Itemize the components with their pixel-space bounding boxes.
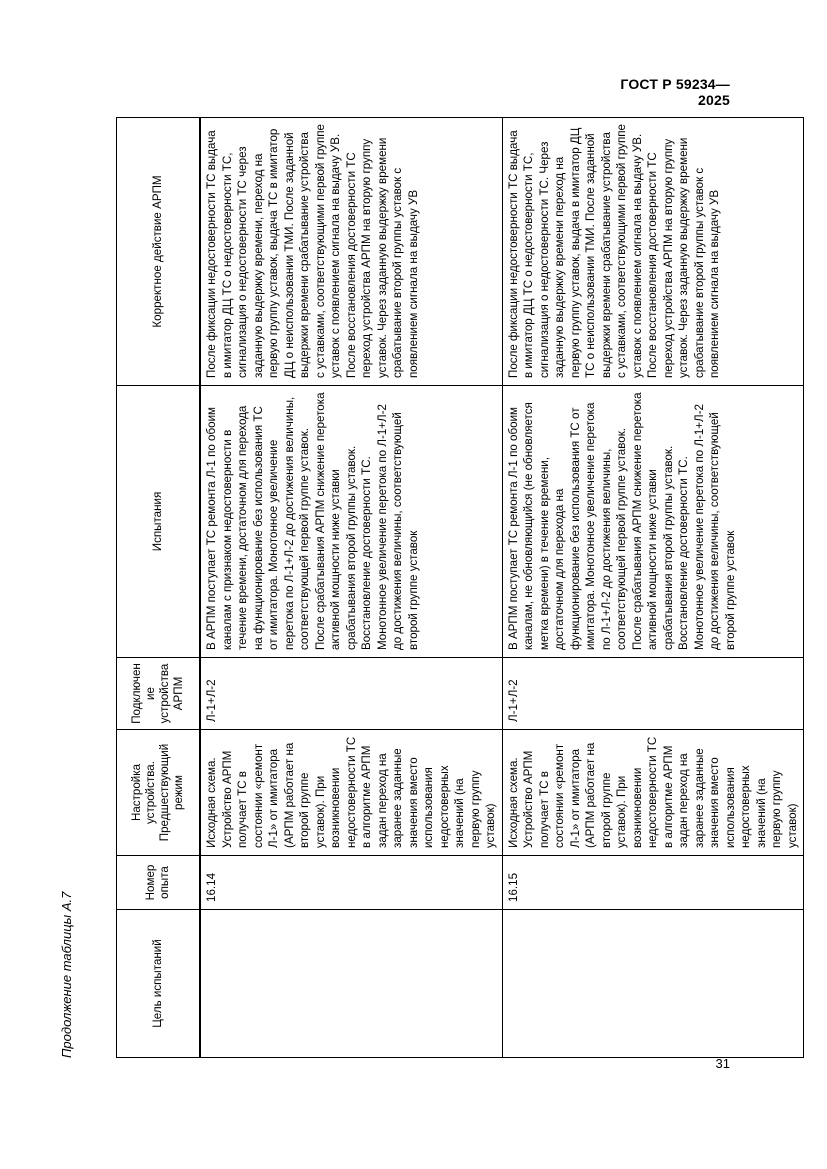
table-header-row bbox=[117, 118, 201, 1058]
cell-goal bbox=[200, 910, 502, 1058]
column-header-connection: Подключение устройства АРПМ bbox=[117, 658, 201, 730]
table-caption: Продолжение таблицы А.7 bbox=[59, 891, 74, 1058]
cell-setup: Исходная схема. Устройство АРПМ получает ТС в состоянии «ремонт Л-1» от имитатора (АРПМ работает на второй группе уставок). При возникновении недостоверности ТС в алгоритме АРПМ задан переход на заранее заданные значения вместо использования недостоверных значений (на первую группу уставок) bbox=[200, 730, 502, 856]
column-header-test: Испытания bbox=[117, 386, 201, 658]
test-table bbox=[116, 117, 804, 1058]
table-row bbox=[200, 118, 502, 1058]
cell-setup: Исходная схема. Устройство АРПМ получает ТС в состоянии «ремонт Л-1» от имитатора (АРПМ работает на второй группе уставок). При возникновении недостоверности ТС в алгоритме АРПМ задан переход на заранее заданные значения вместо использования недостоверных значений (на первую группу уставок) bbox=[502, 730, 804, 856]
rotated-table-block bbox=[59, 118, 799, 1058]
cell-test: В АРПМ поступает ТС ремонта Л-1 по обоим каналам с признаком недостоверности в течение времени, достаточном для перехода на функционирование без использования ТС от имитатора. Монотонное увеличение перетока по Л-1+Л-2 до достижения величины, соответствующей первой группе уставок. После срабатывания АРПМ снижение перетока активной мощности ниже уставки срабатывания второй группы уставок. Восстановление достоверности ТС. Монотонное увеличение перетока по Л-1+Л-2 до достижения величины, соответствующей второй группе уставок bbox=[200, 386, 502, 658]
cell-test: В АРПМ поступает ТС ремонта Л-1 по обоим каналам, не обновляющийся (не обновляется метка времени) в течение времени, достаточном для перехода на функционирование без использования ТС от имитатора. Монотонное увеличение перетока по Л-1+Л-2 до достижения величины, соответствующей первой группе уставок. После срабатывания АРПМ снижение перетока активной мощности ниже уставки срабатывания второй группы уставок. Восстановление достоверности ТС. Монотонное увеличение перетока по Л-1+Л-2 до достижения величины, соответствующей второй группе уставок bbox=[502, 386, 804, 658]
column-header-goal: Цель испытаний bbox=[117, 910, 201, 1058]
cell-connection: Л-1+Л-2 bbox=[502, 658, 804, 730]
cell-correct-action: После фиксации недостоверности ТС выдача в имитатор ДЦ ТС о недостоверности ТС, сигнализация о недостоверности ТС. Через заданную выдержку времени переход на первую группу уставок, выдача в имитатор ДЦ ТС о неиспользовании ТМИ. После заданной выдержки времени срабатывание устройства с уставками, соответствующими первой группе уставок с появлением сигнала на выдачу УВ. После восстановления достоверности ТС переход устройства АРПМ на вторую группу уставок. Через заданную выдержку времени срабатывание второй группы уставок с появлением сигнала на выдачу УВ bbox=[502, 118, 804, 386]
table-row bbox=[502, 118, 804, 1058]
cell-correct-action: После фиксации недостоверности ТС выдача в имитатор ДЦ ТС о недостоверности ТС, сигнализация о недостоверности ТС через заданную выдержку времени, переход на первую группу уставок, выдача ТС в имитатор ДЦ о неиспользовании ТМИ. После заданной выдержки времени срабатывание устройства с уставками, соответствующими первой группе уставок с появлением сигнала на выдачу УВ. После восстановления достоверности ТС переход устройства АРПМ на вторую группу уставок. Через заданную выдержку времени срабатывание второй группы уставок с появлением сигнала на выдачу УВ bbox=[200, 118, 502, 386]
column-header-number: Номер опыта bbox=[117, 856, 201, 910]
column-header-correct-action: Корректное действие АРПМ bbox=[117, 118, 201, 386]
cell-goal bbox=[502, 910, 804, 1058]
cell-number: 16.15 bbox=[502, 856, 804, 910]
page-number: 31 bbox=[715, 1056, 730, 1071]
column-header-setup: Настройка устройства. Предшествующий режим bbox=[117, 730, 201, 856]
cell-connection: Л-1+Л-2 bbox=[200, 658, 502, 730]
standard-code: ГОСТ Р 59234—2025 bbox=[620, 76, 730, 108]
cell-number: 16.14 bbox=[200, 856, 502, 910]
